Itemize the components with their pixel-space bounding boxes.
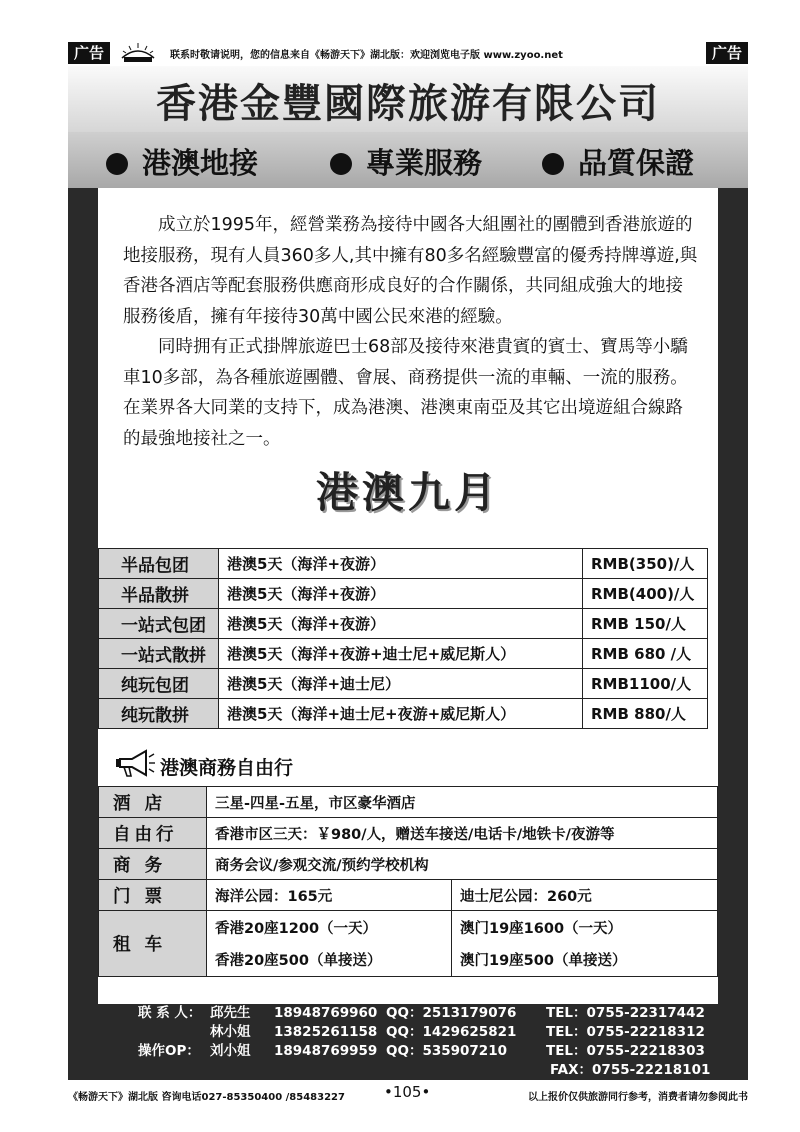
table-row: [99, 880, 718, 911]
contact-tel-1: TEL：0755-22317442: [546, 1005, 705, 1021]
table-row: [99, 549, 708, 579]
table-row: [99, 669, 708, 699]
contact-qq-2: QQ：1429625821: [386, 1024, 517, 1040]
tour-route: 港澳5天（海洋+夜游）: [219, 609, 583, 639]
tour-route: 港澳5天（海洋+夜游）: [219, 549, 583, 579]
car-rental-label: 租 车: [99, 911, 207, 977]
tour-type: 半品包团: [99, 549, 219, 579]
table-row: [99, 579, 708, 609]
feature-item-3: 品質保證: [542, 141, 694, 182]
tour-route: 港澳5天（海洋+迪士尼）: [219, 669, 583, 699]
tour-price: RMB 150/人: [583, 609, 708, 639]
tour-route: 港澳5天（海洋+夜游）: [219, 579, 583, 609]
ad-tag-left: 广告: [68, 42, 110, 64]
contact-name-3: 刘小姐: [210, 1043, 251, 1059]
contact-mobile-3: 18948769959: [274, 1043, 378, 1059]
tour-type: 一站式散拼: [99, 639, 219, 669]
advertisement-poster: [68, 66, 748, 1080]
tour-price: RMB(400)/人: [583, 579, 708, 609]
contact-mobile-2: 13825261158: [274, 1024, 378, 1040]
table-row: [99, 849, 718, 880]
tour-type: 一站式包团: [99, 609, 219, 639]
contact-name-2: 林小姐: [210, 1024, 251, 1040]
intro-paragraph-2: 同時拥有正式掛牌旅遊巴士68部及接待來港貴賓的賓士、寶馬等小驕車10多部，為各種旅遊團體、會展、商務提供一流的車輛、一流的服務。在業界各大同業的支持下，成為港澳、港澳東南亞及其它出境遊組合線路的最強地接社之一。: [123, 337, 688, 449]
bullet-icon: [542, 153, 564, 175]
free-travel-label: 自由行: [99, 818, 207, 849]
free-travel-value: 香港市区三天：￥980/人，赠送车接送/电话卡/地铁卡/夜游等: [207, 818, 718, 849]
contact-qq-1: QQ：2513179076: [386, 1005, 517, 1021]
top-bar: [68, 42, 748, 64]
tour-price: RMB(350)/人: [583, 549, 708, 579]
top-note: 联系时敬请说明，您的信息来自《畅游天下》湖北版：欢迎浏览电子版 www.zyoo.net: [170, 50, 563, 61]
tour-price: RMB 680 /人: [583, 639, 708, 669]
bullet-icon: [330, 153, 352, 175]
tour-route: 港澳5天（海洋+迪士尼+夜游+威尼斯人）: [219, 699, 583, 729]
rent-hk-single: 香港20座500（单接送）: [207, 944, 452, 977]
table-row: [99, 787, 718, 818]
operator-label: 操作OP：: [138, 1043, 200, 1059]
footer-right: 以上报价仅供旅游同行参考，消费者请勿参阅此书: [528, 1092, 748, 1103]
tour-route: 港澳5天（海洋+夜游+迪士尼+威尼斯人）: [219, 639, 583, 669]
tour-price: RMB 880/人: [583, 699, 708, 729]
contact-name-1: 邱先生: [210, 1005, 251, 1021]
company-header: [68, 66, 748, 132]
feature-item-1: 港澳地接: [106, 141, 258, 182]
contact-label: 联 系 人：: [138, 1005, 202, 1021]
business-section-header: [114, 743, 414, 783]
hotel-label: 酒 店: [99, 787, 207, 818]
table-row: [99, 699, 708, 729]
ticket-ocean-park: 海洋公园：165元: [207, 880, 452, 911]
intro-paragraph-1: 成立於1995年，經營業務為接待中國各大組團社的團體到香港旅遊的地接服務，現有人員360多人,其中擁有80多名經驗豐富的優秀持牌導遊,與香港各酒店等配套服務供應商形成良好的合作關係，共同組成強大的地接服務後盾，擁有年接待30萬中國公民來港的經驗。: [123, 215, 698, 327]
rent-hk-day: 香港20座1200（一天）: [207, 911, 452, 944]
table-row: [99, 639, 708, 669]
page-number: •105•: [384, 1083, 431, 1101]
rent-macau-day: 澳门19座1600（一天）: [452, 911, 718, 944]
ad-tag-right: 广告: [706, 42, 748, 64]
tour-type: 纯玩散拼: [99, 699, 219, 729]
megaphone-icon: [114, 747, 156, 779]
ticket-disney: 迪士尼公园：260元: [452, 880, 718, 911]
tour-type: 纯玩包团: [99, 669, 219, 699]
business-section-title: 港澳商務自由行: [160, 757, 294, 779]
table-row: [99, 609, 708, 639]
bullet-icon: [106, 153, 128, 175]
tour-price: RMB1100/人: [583, 669, 708, 699]
feature-bar: [68, 132, 748, 188]
contact-fax: FAX：0755-22218101: [550, 1062, 711, 1078]
contact-tel-2: TEL：0755-22218312: [546, 1024, 705, 1040]
table-row: [99, 911, 718, 944]
contact-block: [68, 1004, 748, 1080]
table-row: [99, 818, 718, 849]
content-panel: [98, 188, 718, 1004]
contact-mobile-1: 18948769960: [274, 1005, 378, 1021]
contact-tel-3: TEL：0755-22218303: [546, 1043, 705, 1059]
ticket-label: 门 票: [99, 880, 207, 911]
footer-left: 《畅游天下》湖北版 咨询电话027-85350400 /85483227: [68, 1092, 345, 1103]
tour-type: 半品散拼: [99, 579, 219, 609]
hotel-value: 三星-四星-五星，市区豪华酒店: [207, 787, 718, 818]
company-intro: [123, 210, 698, 454]
rent-macau-single: 澳门19座500（单接送）: [452, 944, 718, 977]
magazine-logo-icon: [118, 42, 158, 64]
business-value: 商务会议/参观交流/预约学校机构: [207, 849, 718, 880]
promo-title: 港澳九月: [315, 468, 500, 517]
company-name: 香港金豐國際旅游有限公司: [156, 81, 660, 127]
feature-item-2: 專業服務: [330, 141, 482, 182]
contact-qq-3: QQ：535907210: [386, 1043, 507, 1059]
business-info-table: [98, 786, 718, 977]
business-label: 商 务: [99, 849, 207, 880]
price-table: [98, 548, 708, 729]
page-footer: [68, 1083, 748, 1104]
